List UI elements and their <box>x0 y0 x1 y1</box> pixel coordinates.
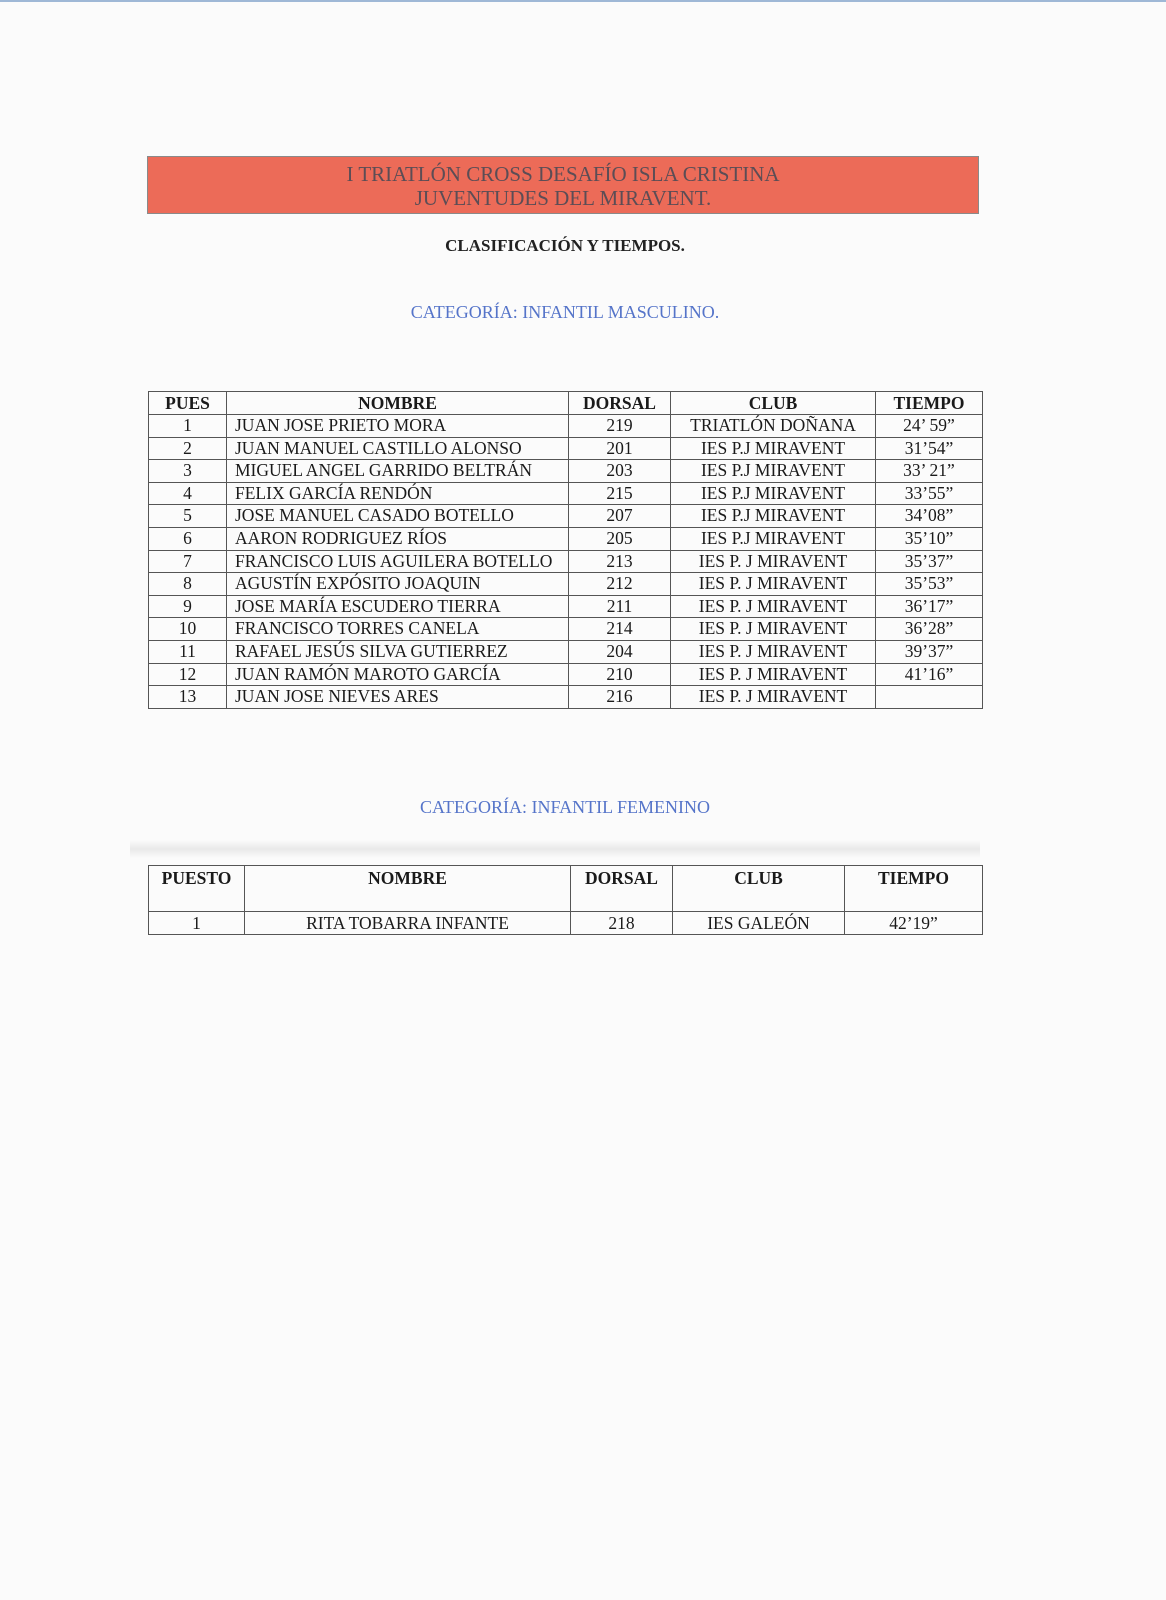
table-row <box>149 640 983 663</box>
table-row <box>149 573 983 596</box>
header-time: TIEMPO <box>876 392 983 415</box>
table-row <box>149 437 983 460</box>
cell-dorsal: 219 <box>569 415 671 438</box>
cell-club: IES P.J MIRAVENT <box>671 482 876 505</box>
table-row <box>149 550 983 573</box>
header-club: CLUB <box>671 392 876 415</box>
cell-time: 39’37” <box>876 640 983 663</box>
cell-name: JUAN JOSE PRIETO MORA <box>227 415 569 438</box>
cell-club: IES P. J MIRAVENT <box>671 595 876 618</box>
cell-time: 24’ 59” <box>876 415 983 438</box>
cell-dorsal: 216 <box>569 686 671 709</box>
cell-dorsal: 205 <box>569 527 671 550</box>
cell-club: IES GALEÓN <box>673 912 845 935</box>
cell-time: 42’19” <box>845 912 983 935</box>
table-row <box>149 686 983 709</box>
cell-position: 1 <box>149 912 245 935</box>
cell-position: 6 <box>149 527 227 550</box>
results-subtitle: CLASIFICACIÓN Y TIEMPOS. <box>445 236 685 255</box>
cell-position: 3 <box>149 460 227 483</box>
header-dorsal: DORSAL <box>571 866 673 912</box>
cell-time: 41’16” <box>876 663 983 686</box>
cell-position: 7 <box>149 550 227 573</box>
cell-dorsal: 213 <box>569 550 671 573</box>
cell-name: AARON RODRIGUEZ RÍOS <box>227 527 569 550</box>
cell-club: IES P. J MIRAVENT <box>671 686 876 709</box>
table-row <box>149 527 983 550</box>
scan-top-edge <box>0 0 1166 2</box>
header-position <box>149 866 245 912</box>
cell-dorsal: 215 <box>569 482 671 505</box>
cell-dorsal: 211 <box>569 595 671 618</box>
cell-position: 8 <box>149 573 227 596</box>
results-body-female <box>149 912 983 935</box>
cell-position: 10 <box>149 618 227 641</box>
table-row <box>149 505 983 528</box>
table-header-row <box>149 866 983 912</box>
cell-time: 33’55” <box>876 482 983 505</box>
cell-club: IES P. J MIRAVENT <box>671 573 876 596</box>
cell-time: 35’53” <box>876 573 983 596</box>
scan-shadow <box>130 840 980 858</box>
event-title-line-1: I TRIATLÓN CROSS DESAFÍO ISLA CRISTINA <box>346 162 780 186</box>
cell-name: FELIX GARCÍA RENDÓN <box>227 482 569 505</box>
cell-dorsal: 212 <box>569 573 671 596</box>
cell-club: IES P. J MIRAVENT <box>671 550 876 573</box>
cell-position: 11 <box>149 640 227 663</box>
cell-name: AGUSTÍN EXPÓSITO JOAQUIN <box>227 573 569 596</box>
cell-name: JUAN JOSE NIEVES ARES <box>227 686 569 709</box>
table-row <box>149 663 983 686</box>
results-table-male <box>148 391 983 709</box>
table-row <box>149 618 983 641</box>
category-heading-male: CATEGORÍA: INFANTIL MASCULINO. <box>410 302 720 322</box>
cell-time: 33’ 21” <box>876 460 983 483</box>
header-name: NOMBRE <box>245 866 571 912</box>
category-heading-female: CATEGORÍA: INFANTIL FEMENINO <box>420 797 710 817</box>
header-name: NOMBRE <box>227 392 569 415</box>
cell-time: 35’10” <box>876 527 983 550</box>
cell-time <box>876 686 983 709</box>
header-position-label: PUESTO <box>161 868 232 888</box>
cell-name: JOSE MARÍA ESCUDERO TIERRA <box>227 595 569 618</box>
cell-name: JUAN MANUEL CASTILLO ALONSO <box>227 437 569 460</box>
cell-time: 34’08” <box>876 505 983 528</box>
cell-name: RITA TOBARRA INFANTE <box>245 912 571 935</box>
table-row <box>149 912 983 935</box>
table-row <box>149 415 983 438</box>
table-row <box>149 460 983 483</box>
cell-position: 12 <box>149 663 227 686</box>
cell-club: IES P. J MIRAVENT <box>671 618 876 641</box>
cell-name: FRANCISCO LUIS AGUILERA BOTELLO <box>227 550 569 573</box>
cell-club: IES P. J MIRAVENT <box>671 640 876 663</box>
cell-club: IES P.J MIRAVENT <box>671 527 876 550</box>
cell-name: RAFAEL JESÚS SILVA GUTIERREZ <box>227 640 569 663</box>
cell-name: JUAN RAMÓN MAROTO GARCÍA <box>227 663 569 686</box>
cell-name: MIGUEL ANGEL GARRIDO BELTRÁN <box>227 460 569 483</box>
event-title-banner <box>147 156 979 214</box>
cell-position: 13 <box>149 686 227 709</box>
cell-club: IES P. J MIRAVENT <box>671 663 876 686</box>
results-body-male <box>149 415 983 709</box>
cell-time: 31’54” <box>876 437 983 460</box>
cell-time: 36’28” <box>876 618 983 641</box>
event-title-line-2: JUVENTUDES DEL MIRAVENT. <box>414 186 712 210</box>
cell-position: 2 <box>149 437 227 460</box>
header-dorsal: DORSAL <box>569 392 671 415</box>
cell-dorsal: 201 <box>569 437 671 460</box>
cell-club: IES P.J MIRAVENT <box>671 505 876 528</box>
table-row <box>149 482 983 505</box>
cell-time: 35’37” <box>876 550 983 573</box>
cell-club: TRIATLÓN DOÑANA <box>671 415 876 438</box>
cell-dorsal: 204 <box>569 640 671 663</box>
cell-dorsal: 210 <box>569 663 671 686</box>
header-time: TIEMPO <box>845 866 983 912</box>
cell-club: IES P.J MIRAVENT <box>671 460 876 483</box>
header-position: PUES <box>149 392 227 415</box>
cell-position: 9 <box>149 595 227 618</box>
cell-name: JOSE MANUEL CASADO BOTELLO <box>227 505 569 528</box>
cell-dorsal: 203 <box>569 460 671 483</box>
cell-dorsal: 214 <box>569 618 671 641</box>
cell-position: 1 <box>149 415 227 438</box>
cell-position: 5 <box>149 505 227 528</box>
cell-time: 36’17” <box>876 595 983 618</box>
cell-position: 4 <box>149 482 227 505</box>
header-club: CLUB <box>673 866 845 912</box>
cell-club: IES P.J MIRAVENT <box>671 437 876 460</box>
table-header-row <box>149 392 983 415</box>
results-table-female <box>148 865 983 935</box>
table-row <box>149 595 983 618</box>
cell-dorsal: 218 <box>571 912 673 935</box>
cell-name: FRANCISCO TORRES CANELA <box>227 618 569 641</box>
cell-dorsal: 207 <box>569 505 671 528</box>
